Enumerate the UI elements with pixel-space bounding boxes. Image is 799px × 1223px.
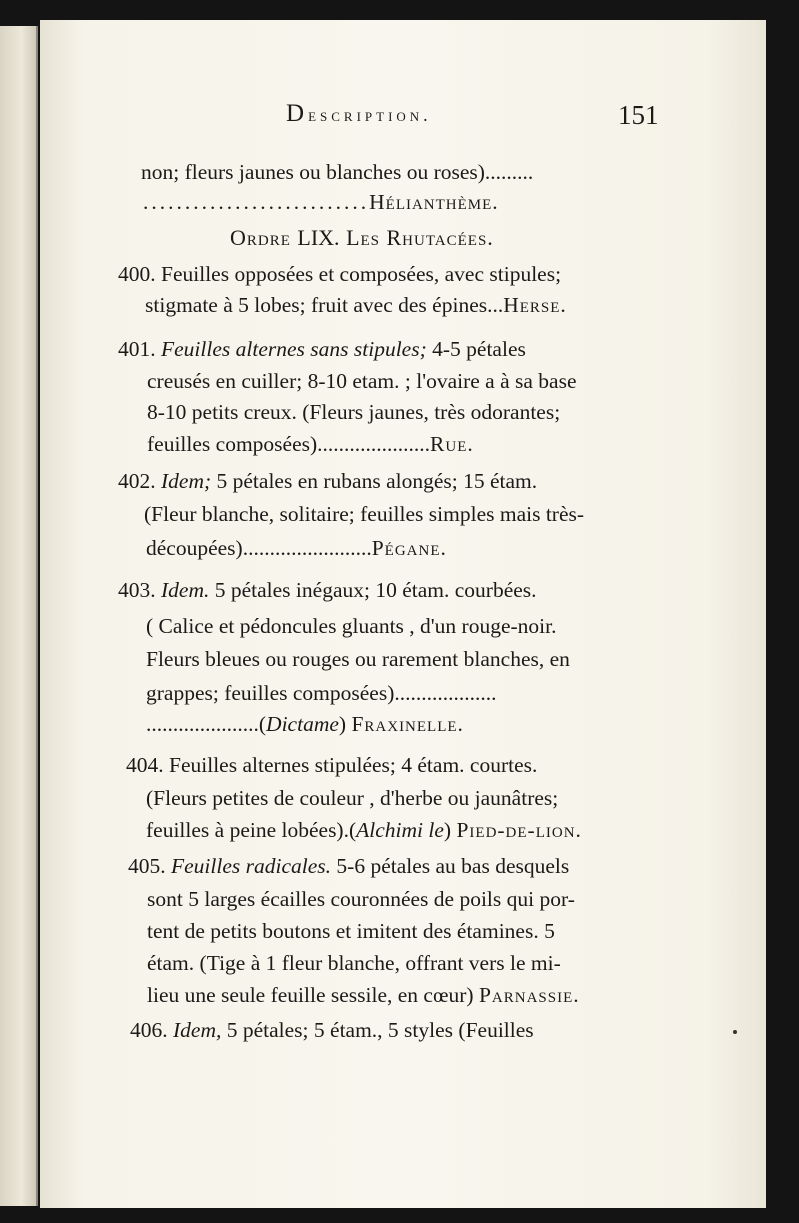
- book-page: [40, 20, 766, 1208]
- entry-402: 402. Idem; 5 pétales en rubans alongés; 15 étam.: [118, 469, 538, 493]
- entry-404: 404. Feuilles alternes stipulées; 4 étam. courtes.: [126, 753, 538, 777]
- text-line: .....................(Dictame) Fraxinelle.: [146, 712, 464, 736]
- entry-403: 403. Idem. 5 pétales inégaux; 10 étam. courbées.: [118, 578, 537, 602]
- text-line: (Fleurs petites de couleur , d'herbe ou jaunâtres;: [146, 786, 559, 810]
- text-line: ...........................Hélianthème.: [143, 190, 499, 214]
- text-line: stigmate à 5 lobes; fruit avec des épines...Herse.: [145, 293, 567, 317]
- text-line: feuilles à peine lobées).(Alchimi le) Pied-de-lion.: [146, 818, 582, 842]
- text-line: étam. (Tige à 1 fleur blanche, offrant vers le mi-: [147, 951, 561, 975]
- text-line: Fleurs bleues ou rouges ou rarement blanches, en: [146, 647, 570, 671]
- ink-speck: [733, 1030, 737, 1034]
- left-page-edge: [0, 26, 38, 1206]
- entry-405: 405. Feuilles radicales. 5-6 pétales au bas desquels: [128, 854, 570, 878]
- text-line: 8-10 petits creux. (Fleurs jaunes, très odorantes;: [147, 400, 561, 424]
- text-line: lieu une seule feuille sessile, en cœur) Parnassie.: [147, 983, 580, 1007]
- text-line: découpées)........................Pégane.: [146, 536, 447, 560]
- text-line: tent de petits boutons et imitent des étamines. 5: [147, 919, 555, 943]
- page-number: 151: [618, 100, 659, 130]
- text-line: (Fleur blanche, solitaire; feuilles simples mais très-: [144, 502, 585, 526]
- entry-401: 401. Feuilles alternes sans stipules; 4-5 pétales: [118, 337, 526, 361]
- text-line: creusés en cuiller; 8-10 etam. ; l'ovaire a à sa base: [147, 369, 577, 393]
- text-line: grappes; feuilles composées)...................: [146, 681, 497, 705]
- text-line: feuilles composées).....................Rue.: [147, 432, 474, 456]
- entry-400: 400. Feuilles opposées et composées, avec stipules;: [118, 262, 562, 286]
- order-heading: Ordre LIX. Les Rhutacées.: [230, 225, 494, 250]
- text-line: non; fleurs jaunes ou blanches ou roses).........: [141, 160, 534, 184]
- entry-406: 406. Idem, 5 pétales; 5 étam., 5 styles (Feuilles: [130, 1018, 534, 1042]
- text-line: ( Calice et pédoncules gluants , d'un rouge-noir.: [146, 614, 557, 638]
- running-title: Description.: [286, 100, 432, 127]
- text-line: sont 5 larges écailles couronnées de poils qui por-: [147, 887, 575, 911]
